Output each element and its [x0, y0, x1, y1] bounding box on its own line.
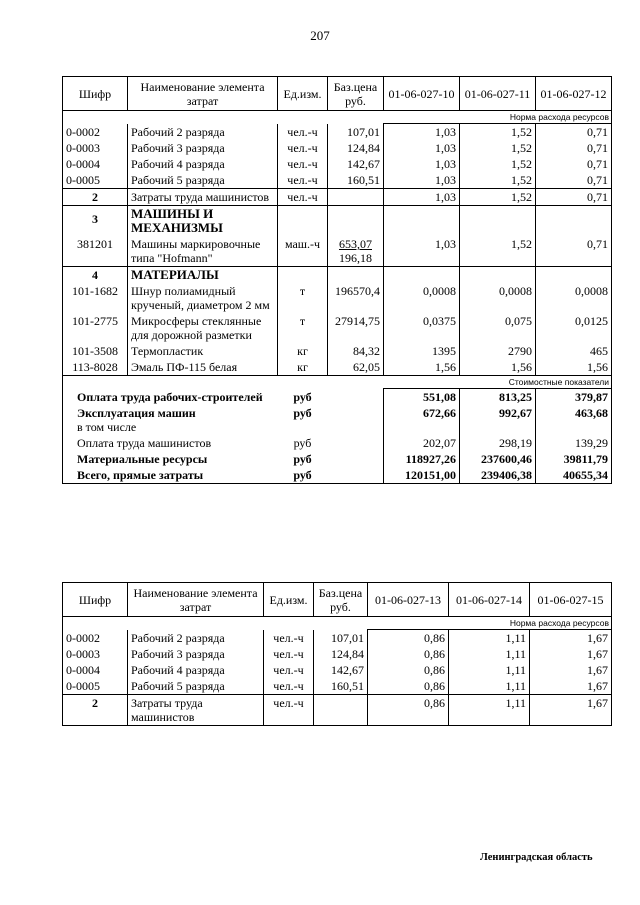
- table-row: 101-3508 Термопластик кг 84,32 1395 2790 465: [63, 343, 612, 359]
- table-row: 0-0002 Рабочий 2 разряда чел.-ч 107,01 0,86 1,11 1,67: [63, 630, 612, 647]
- machinists-row: 2 Затраты труда машинистов чел.-ч 1,03 1,52 0,71: [63, 189, 612, 206]
- table-row: 381201 Машины маркировочные типа "Hofmann" маш.-ч 653,07 196,18 1,03 1,52 0,71: [63, 236, 612, 267]
- header-name: Наименование элемента затрат: [128, 77, 278, 111]
- header-price: Баз.цена руб.: [314, 583, 368, 617]
- header-col-12: 01-06-027-12: [536, 77, 612, 111]
- header-unit: Ед.изм.: [278, 77, 328, 111]
- header-name: Наименование элемента затрат: [128, 583, 264, 617]
- cost-row: Материальные ресурсы руб 118927,26 237600,46 39811,79: [63, 451, 612, 467]
- header-col-13: 01-06-027-13: [368, 583, 449, 617]
- table-row: 0-0003 Рабочий 3 разряда чел.-ч 124,84 0,86 1,11 1,67: [63, 646, 612, 662]
- machinists-row: 2 Затраты труда машинистов чел.-ч 0,86 1,11 1,67: [63, 695, 612, 726]
- cost-row: Эксплуатация машин в том числе руб 672,66 992,67 463,68: [63, 405, 612, 435]
- cost-note: Стоимостные показатели: [384, 376, 612, 389]
- cost-row: Всего, прямые затраты руб 120151,00 239406,38 40655,34: [63, 467, 612, 484]
- resource-table-2: [62, 582, 612, 726]
- table-row: 0-0005 Рабочий 5 разряда чел.-ч 160,51 1,03 1,52 0,71: [63, 172, 612, 189]
- resource-table-1: [62, 76, 612, 484]
- header-unit: Ед.изм.: [264, 583, 314, 617]
- table-row: 0-0005 Рабочий 5 разряда чел.-ч 160,51 0,86 1,11 1,67: [63, 678, 612, 695]
- cost-row: Оплата труда машинистов руб 202,07 298,19 139,29: [63, 435, 612, 451]
- header-col-15: 01-06-027-15: [530, 583, 612, 617]
- table-row: 101-1682 Шнур полиамидный крученый, диаметром 2 мм т 196570,4 0,0008 0,0008 0,0008: [63, 283, 612, 313]
- cost-row: Оплата труда рабочих-строителей руб 551,08 813,25 379,87: [63, 389, 612, 406]
- table-row: 0-0004 Рабочий 4 разряда чел.-ч 142,67 1,03 1,52 0,71: [63, 156, 612, 172]
- table-row: 0-0002 Рабочий 2 разряда чел.-ч 107,01 1,03 1,52 0,71: [63, 124, 612, 141]
- machines-section: 3 МАШИНЫ И МЕХАНИЗМЫ: [63, 206, 612, 237]
- norm-note: Норма расхода ресурсов: [384, 111, 612, 124]
- table-row: 0-0003 Рабочий 3 разряда чел.-ч 124,84 1,03 1,52 0,71: [63, 140, 612, 156]
- page-number: 207: [310, 28, 330, 43]
- materials-section: 4 МАТЕРИАЛЫ: [63, 267, 612, 284]
- header-price: Баз.цена руб.: [328, 77, 384, 111]
- header-col-10: 01-06-027-10: [384, 77, 460, 111]
- norm-note: Норма расхода ресурсов: [368, 617, 612, 630]
- machine-wage-price: 196,18: [339, 251, 372, 265]
- header-code: Шифр: [63, 583, 128, 617]
- header-col-11: 01-06-027-11: [460, 77, 536, 111]
- header-code: Шифр: [63, 77, 128, 111]
- header-col-14: 01-06-027-14: [449, 583, 530, 617]
- footer-region: Ленинградская область: [480, 852, 593, 863]
- machine-price: 653,07: [339, 237, 372, 251]
- table-row: 0-0004 Рабочий 4 разряда чел.-ч 142,67 0,86 1,11 1,67: [63, 662, 612, 678]
- table-row: 101-2775 Микросферы стеклянные для дорожной разметки т 27914,75 0,0375 0,075 0,0125: [63, 313, 612, 343]
- table-row: 113-8028 Эмаль ПФ-115 белая кг 62,05 1,56 1,56 1,56: [63, 359, 612, 376]
